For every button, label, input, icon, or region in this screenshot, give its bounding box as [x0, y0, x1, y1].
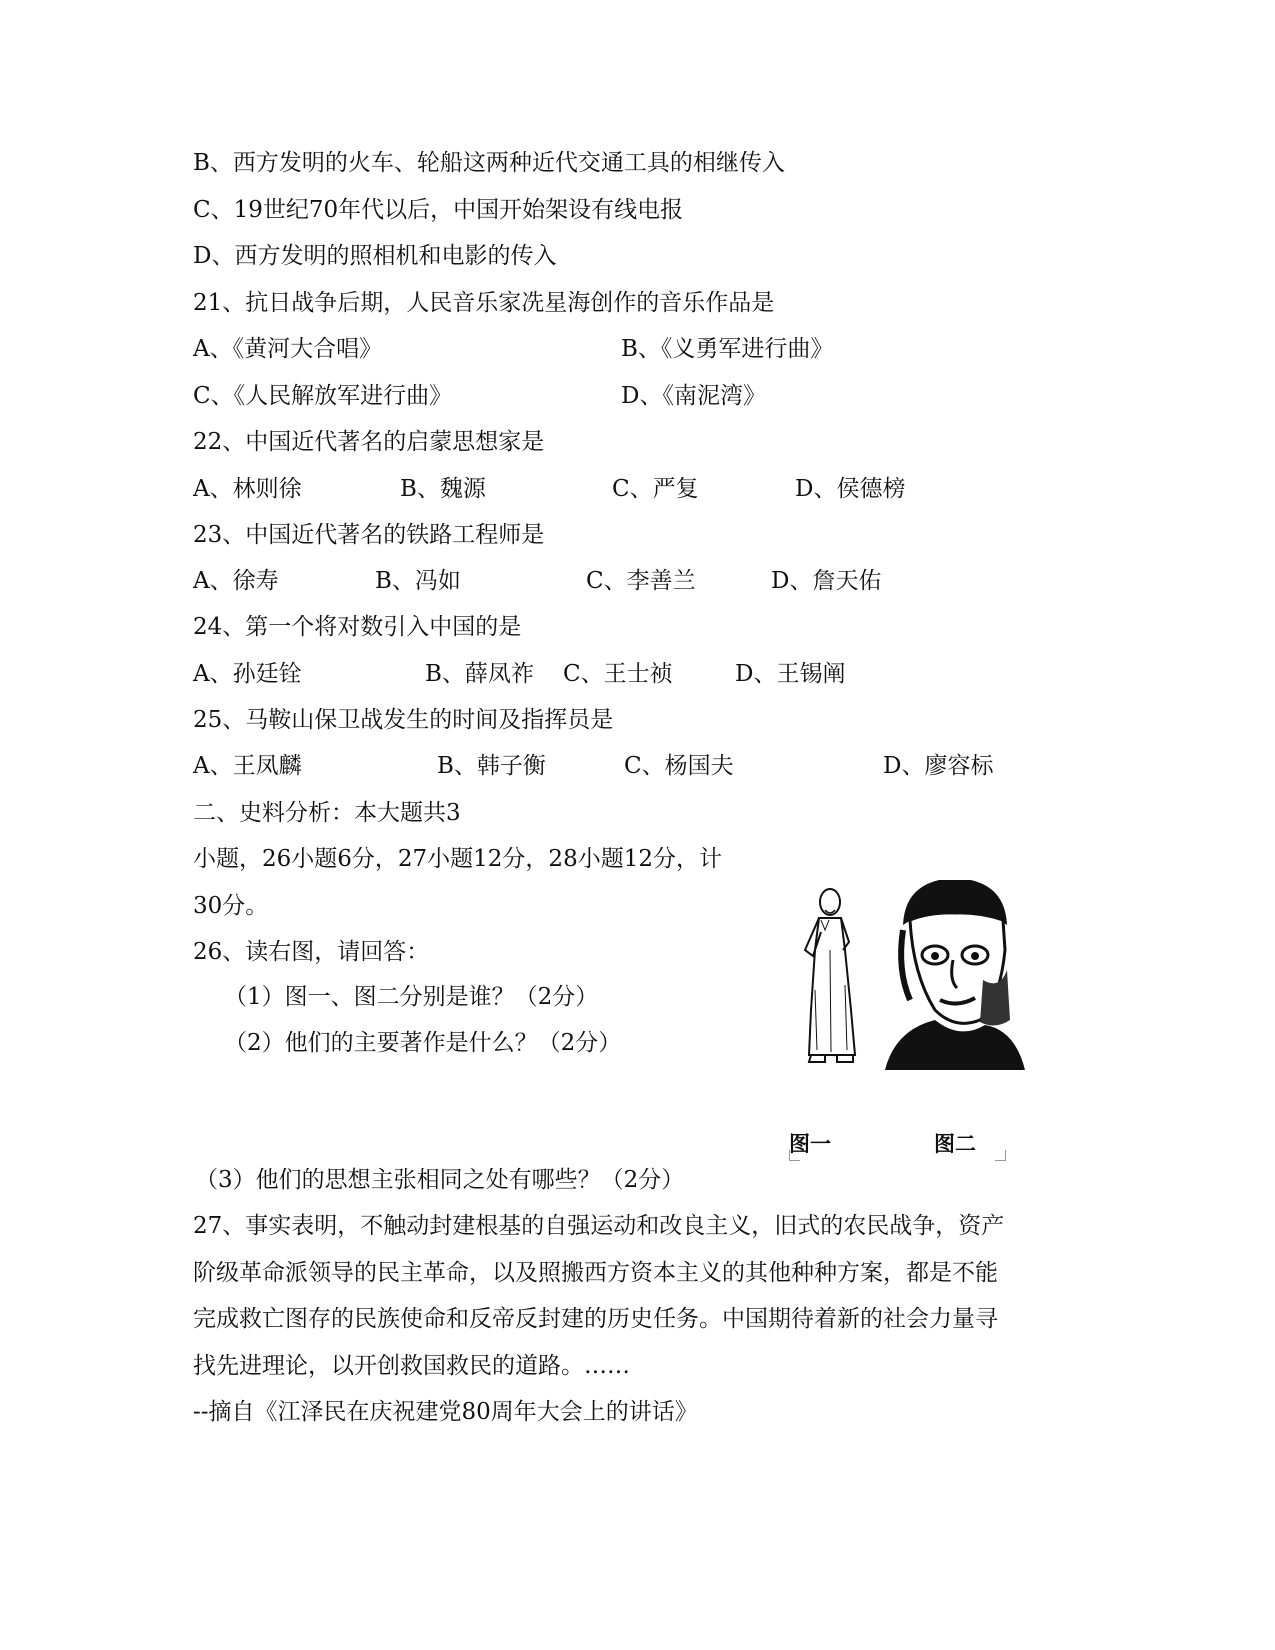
q22-option-b: B、魏源 [400, 476, 486, 502]
q20-option-d: D、西方发明的照相机和电影的传入 [193, 243, 557, 269]
q25-option-b: B、韩子衡 [437, 753, 546, 779]
q23-option-c: C、李善兰 [586, 568, 696, 594]
figure-caption-2: 图二 [934, 1132, 976, 1156]
q26-stem: 26、读右图，请回答： [193, 939, 430, 965]
q25-stem: 25、马鞍山保卫战发生的时间及指挥员是 [193, 707, 614, 733]
q24-stem: 24、第一个将对数引入中国的是 [193, 614, 522, 640]
q25-option-a: A、王凤麟 [193, 753, 302, 779]
q27-para-line1: 27、事实表明，不触动封建根基的自强运动和改良主义，旧式的农民战争，资产 [193, 1213, 1005, 1239]
section2-heading-line2: 小题，26小题6分，27小题12分，28小题12分，计 [193, 846, 722, 872]
section2-heading-line1: 二、史料分析：本大题共3 [193, 800, 461, 826]
q24-option-c: C、王士祯 [563, 661, 673, 687]
q27-para-line3: 完成救亡图存的民族使命和反帝反封建的历史任务。中国期待着新的社会力量寻 [193, 1306, 998, 1332]
q23-option-a: A、徐寿 [193, 568, 279, 594]
q21-option-b: B、《义勇军进行曲》 [621, 336, 834, 362]
q26-subq-3: （3）他们的思想主张相同之处有哪些？（2分） [195, 1167, 685, 1193]
figure-2-portrait-head [885, 880, 1025, 1070]
q22-option-c: C、严复 [612, 476, 699, 502]
q27-source: --摘自《江泽民在庆祝建党80周年大会上的讲话》 [193, 1399, 698, 1425]
corner-mark-left [789, 1150, 800, 1161]
q26-subq-2: （2）他们的主要著作是什么？（2分） [224, 1030, 622, 1056]
q20-option-b: B、西方发明的火车、轮船这两种近代交通工具的相继传入 [193, 150, 785, 176]
q25-option-c: C、杨国夫 [624, 753, 734, 779]
q21-option-a: A、《黄河大合唱》 [193, 336, 383, 362]
q25-option-d: D、廖容标 [883, 753, 994, 779]
q24-option-b: B、薛凤祚 [425, 661, 534, 687]
q22-stem: 22、中国近代著名的启蒙思想家是 [193, 429, 545, 455]
portrait-illustration [785, 880, 1045, 1130]
figure-portraits [785, 880, 1045, 1170]
q23-stem: 23、中国近代著名的铁路工程师是 [193, 522, 545, 548]
section2-heading-line3: 30分。 [193, 893, 269, 919]
q21-stem: 21、抗日战争后期，人民音乐家冼星海创作的音乐作品是 [193, 290, 775, 316]
q24-option-d: D、王锡阐 [735, 661, 846, 687]
figure-caption-1: 图一 [789, 1132, 831, 1156]
q23-option-d: D、詹天佑 [771, 568, 882, 594]
q22-option-d: D、侯德榜 [795, 476, 906, 502]
q27-para-line4: 找先进理论，以开创救国救民的道路。…… [193, 1353, 630, 1379]
q22-option-a: A、林则徐 [193, 476, 302, 502]
q26-subq-1: （1）图一、图二分别是谁？（2分） [224, 984, 599, 1010]
q21-option-c: C、《人民解放军进行曲》 [193, 383, 453, 409]
q24-option-a: A、孙廷铨 [193, 661, 302, 687]
q23-option-b: B、冯如 [375, 568, 461, 594]
figure-1-standing-man [805, 889, 855, 1062]
q27-para-line2: 阶级革命派领导的民主革命，以及照搬西方资本主义的其他种种方案，都是不能 [193, 1260, 998, 1286]
corner-mark-right [995, 1150, 1006, 1161]
q21-option-d: D、《南泥湾》 [621, 383, 766, 409]
q20-option-c: C、19世纪70年代以后，中国开始架设有线电报 [193, 197, 684, 223]
